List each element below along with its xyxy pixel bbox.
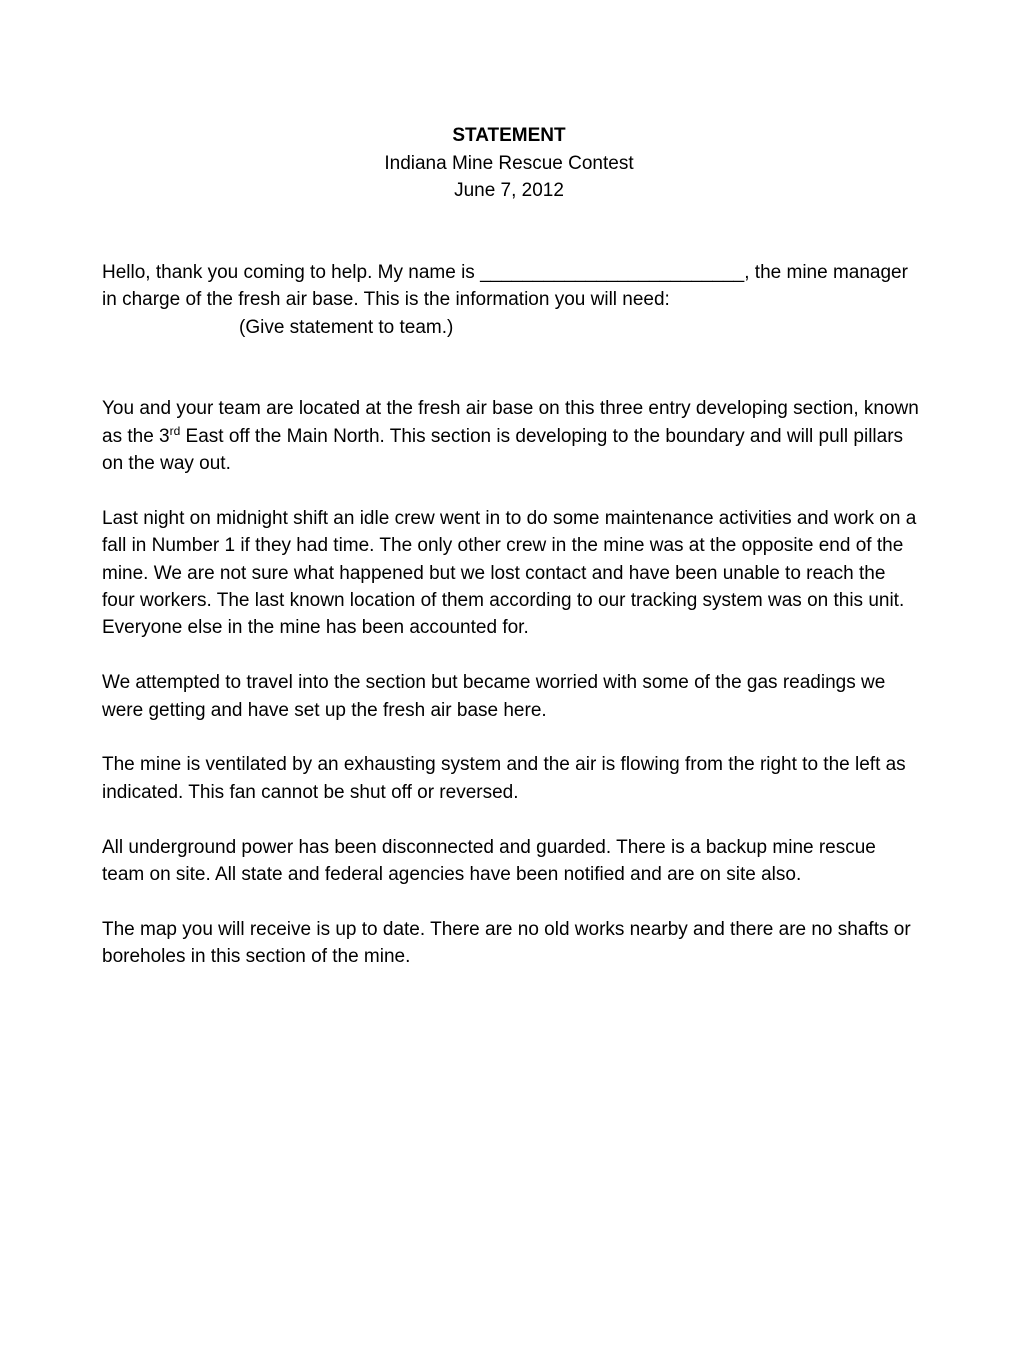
spacer — [102, 806, 922, 833]
spacer — [102, 642, 922, 669]
paragraph-incident: Last night on midnight shift an idle crew went in to do some maintenance activities and work on a fall in Number 1 if they had time. The only other crew in the mine was at the opposite end of the mine. We are not sure what happened but we lost contact and have been unable to reach the four workers. The last known location of them according to our tracking system was on this unit. Everyone else in the mine has been accounted for. — [102, 507, 917, 639]
paragraph-map: The map you will receive is up to date. There are no old works nearby and there are no shafts or boreholes in this section of the mine. — [102, 918, 911, 968]
paragraph-location-text-2: East off the Main North. This section is developing to the boundary and will pull pillars on the way out. — [102, 425, 904, 475]
document-subtitle: Indiana Mine Rescue Contest — [384, 152, 634, 174]
spacer — [102, 341, 922, 395]
document-title: STATEMENT — [452, 125, 566, 146]
spacer — [102, 888, 922, 915]
paragraph-ventilation: The mine is ventilated by an exhausting system and the air is flowing from the right to the left as indicated. This fan cannot be shut off or reversed. — [102, 754, 906, 803]
ordinal-suffix: rd — [169, 423, 181, 438]
document-date: June 7, 2012 — [454, 180, 564, 201]
paragraph-power: All underground power has been disconnected and guarded. There is a backup mine rescue team on site. All state and federal agencies have been notified and are on site also. — [102, 836, 876, 886]
intro-instruction: (Give statement to team.) — [239, 316, 454, 338]
document-body — [102, 259, 922, 971]
intro-paragraph: Hello, thank you coming to help. My name is _________________________, the mine manager in charge of the fresh air base. This is the information you will need: — [102, 262, 908, 311]
document-header — [0, 122, 1018, 205]
paragraph-fresh-air-base: We attempted to travel into the section but became worried with some of the gas readings we were getting and have set up the fresh air base here. — [102, 672, 886, 721]
paragraph-location-text-1: You and your team are located at the fresh air base on this three entry developing section, known as the 3 — [102, 398, 919, 447]
paragraph-location — [102, 395, 922, 477]
spacer — [102, 724, 922, 751]
spacer — [102, 477, 922, 504]
